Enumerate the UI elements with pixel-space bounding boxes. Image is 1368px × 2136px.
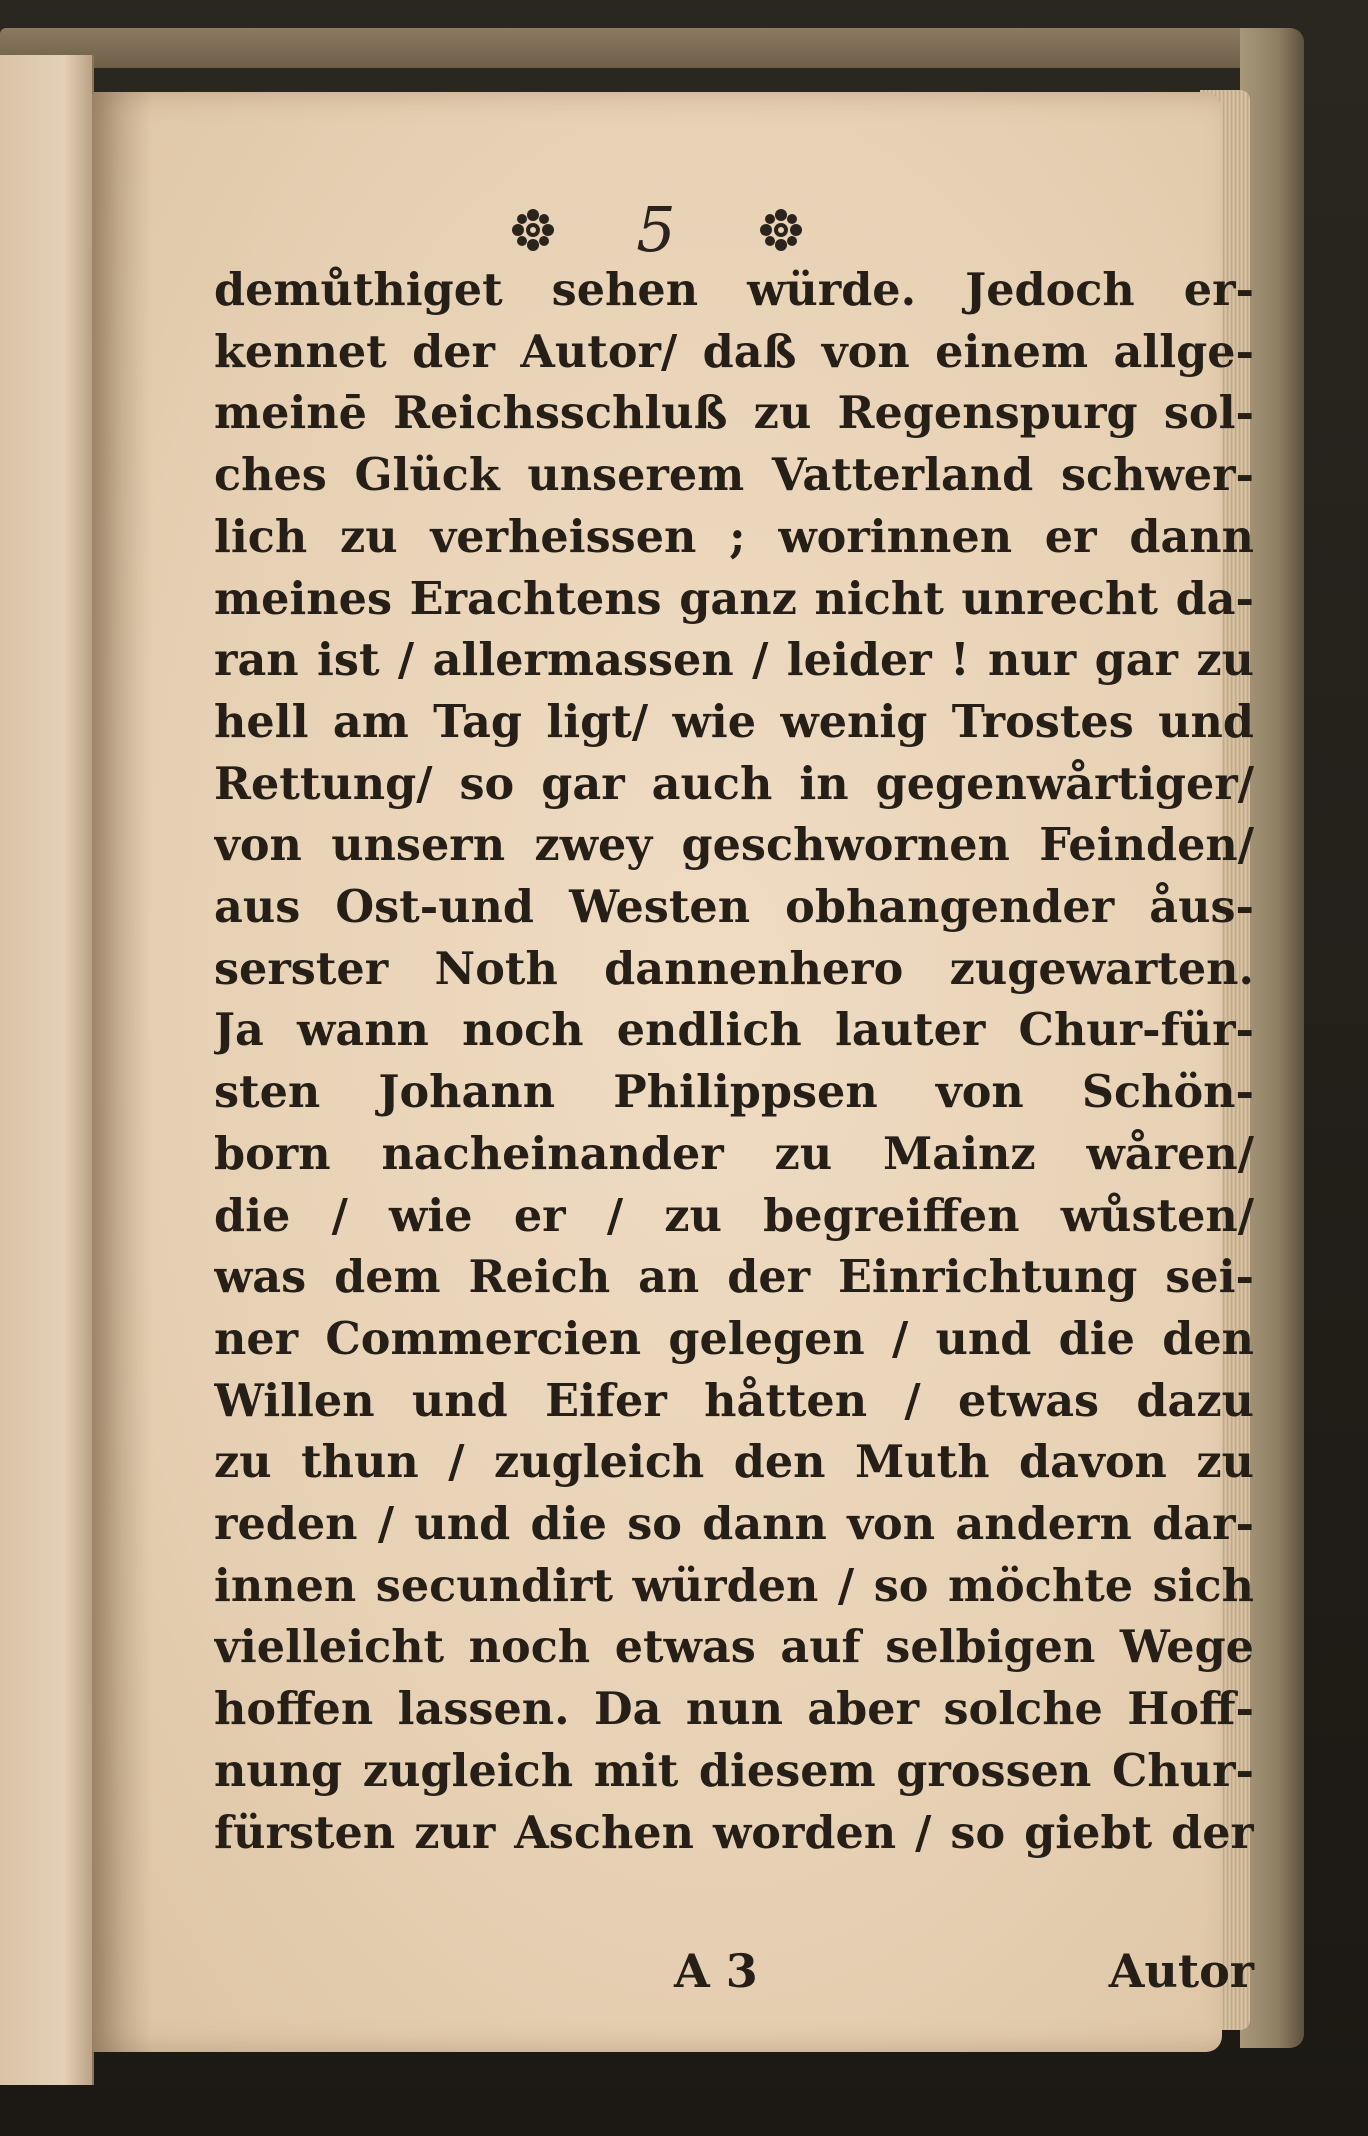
text-line: nung zugleich mit diesem grossen Chur- — [214, 1744, 1254, 1797]
text-line: Willen und Eifer håtten / etwas dazu — [214, 1374, 1254, 1427]
text-line: was dem Reich an der Einrichtung sei- — [214, 1251, 1254, 1304]
text-line: aus Ost-und Westen obhangender åus- — [214, 881, 1254, 934]
text-line: reden / und die so dann von andern dar- — [214, 1498, 1254, 1551]
text-line: meinē Reichsschluß zu Regenspurg sol- — [214, 387, 1254, 440]
text-line: born nacheinander zu Mainz wåren/ — [214, 1127, 1254, 1180]
text-line: sten Johann Philippsen von Schön- — [214, 1066, 1254, 1119]
text-line: hell am Tag ligt/ wie wenig Trostes und — [214, 695, 1254, 748]
catchword: Autor — [1108, 1944, 1254, 1998]
text-line: Ja wann noch endlich lauter Chur-für- — [214, 1004, 1254, 1057]
signature-mark: A 3 — [674, 1944, 758, 1998]
text-line: hoffen lassen. Da nun aber solche Hoff- — [214, 1683, 1254, 1736]
page-text — [214, 260, 1254, 1864]
text-line: innen secundirt würden / so möchte sich — [214, 1559, 1254, 1612]
text-line: Rettung/ so gar auch in gegenwårtiger/ — [214, 757, 1254, 810]
flower-ornament-icon — [511, 208, 555, 252]
text-line: die / wie er / zu begreiffen wůsten/ — [214, 1189, 1254, 1242]
text-line: vielleicht noch etwas auf selbigen Wege — [214, 1621, 1254, 1674]
text-line: ner Commercien gelegen / und die den — [214, 1312, 1254, 1365]
text-line: lich zu verheissen ; worinnen er dann — [214, 510, 1254, 563]
text-line: ran ist / allermassen / leider ! nur gar zu — [214, 634, 1254, 687]
text-line: fürsten zur Aschen worden / so giebt der — [214, 1806, 1254, 1859]
text-line: demůthiget sehen würde. Jedoch er- — [214, 264, 1254, 316]
book-cover-top — [0, 28, 1300, 68]
page-number: 5 — [636, 193, 678, 267]
page-header — [92, 188, 1222, 266]
text-line: ches Glück unserem Vatterland schwer- — [214, 449, 1254, 502]
text-line: von unsern zwey geschwornen Feinden/ — [214, 819, 1254, 872]
page-footer — [214, 1944, 1254, 2014]
left-page-edge — [0, 55, 94, 2085]
text-line: meines Erachtens ganz nicht unrecht da- — [214, 572, 1254, 625]
book-page — [92, 92, 1254, 2052]
flower-ornament-icon — [759, 208, 803, 252]
text-line: kennet der Autor/ daß von einem allge- — [214, 325, 1254, 378]
text-line: serster Noth dannenhero zugewarten. — [214, 942, 1254, 995]
text-line: zu thun / zugleich den Muth davon zu — [214, 1436, 1254, 1489]
